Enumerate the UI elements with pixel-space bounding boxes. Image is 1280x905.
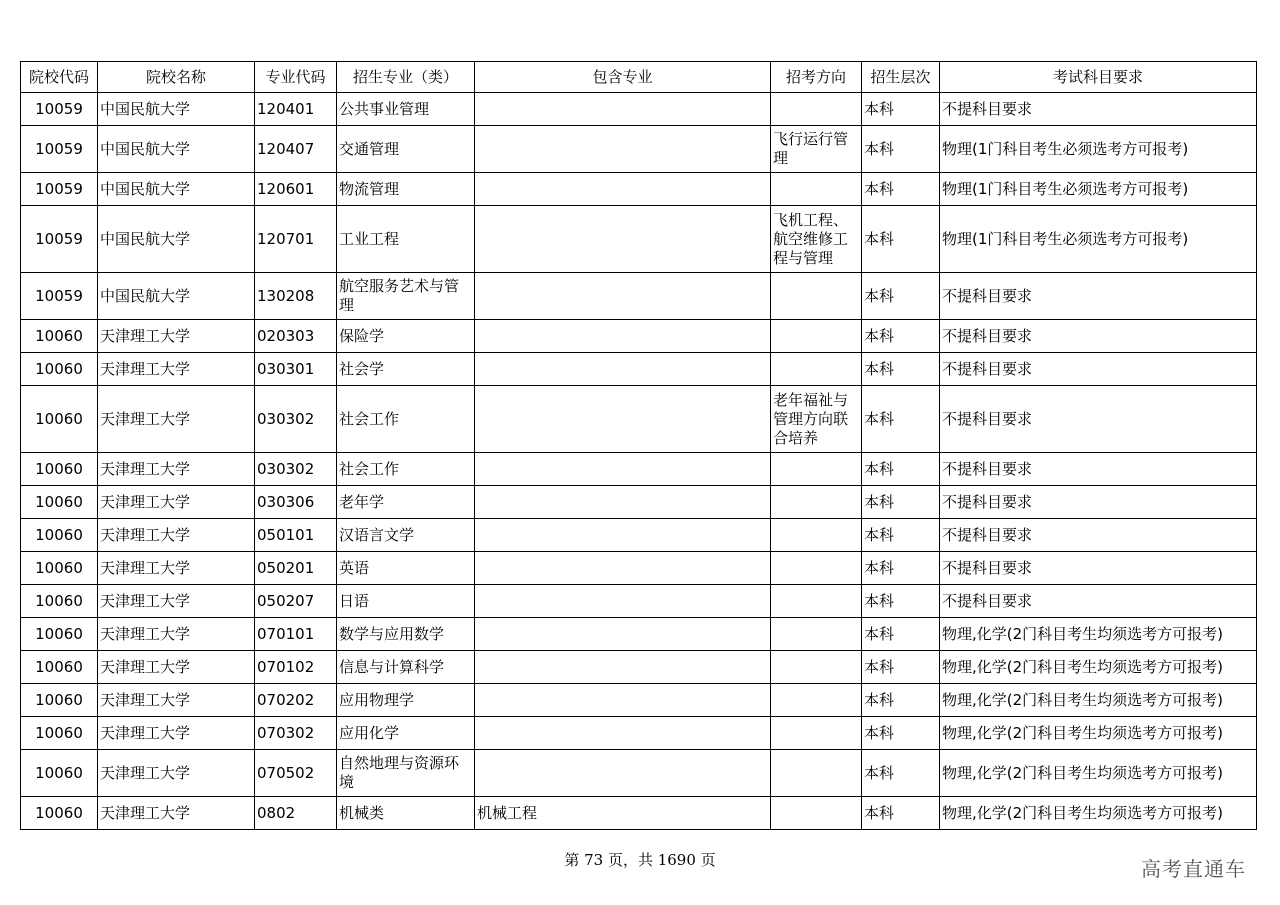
school-name-cell: 天津理工大学 (98, 585, 255, 618)
level-cell: 本科 (862, 353, 940, 386)
major-name-cell: 航空服务艺术与管理 (337, 273, 475, 320)
direction-cell (771, 750, 862, 797)
level-cell: 本科 (862, 552, 940, 585)
school-name-cell: 中国民航大学 (98, 206, 255, 273)
school-code-cell: 10060 (21, 519, 98, 552)
level-cell: 本科 (862, 750, 940, 797)
direction-cell (771, 618, 862, 651)
major-code-cell: 050101 (255, 519, 337, 552)
subject-requirement-cell: 物理,化学(2门科目考生均须选考方可报考) (940, 618, 1257, 651)
included-majors-cell (475, 552, 771, 585)
table-row (21, 717, 1257, 750)
major-name-cell: 自然地理与资源环境 (337, 750, 475, 797)
level-cell: 本科 (862, 519, 940, 552)
included-majors-cell (475, 453, 771, 486)
direction-cell (771, 93, 862, 126)
direction-cell (771, 353, 862, 386)
level-cell: 本科 (862, 717, 940, 750)
direction-cell (771, 552, 862, 585)
school-name-cell: 中国民航大学 (98, 173, 255, 206)
school-name-cell: 天津理工大学 (98, 618, 255, 651)
table-row (21, 206, 1257, 273)
direction-cell (771, 273, 862, 320)
school-code-cell: 10059 (21, 273, 98, 320)
major-name-cell: 交通管理 (337, 126, 475, 173)
subject-requirement-cell: 物理,化学(2门科目考生均须选考方可报考) (940, 684, 1257, 717)
header-subject-requirement: 考试科目要求 (940, 62, 1257, 93)
major-code-cell: 030302 (255, 386, 337, 453)
school-code-cell: 10060 (21, 618, 98, 651)
subject-requirement-cell: 不提科目要求 (940, 386, 1257, 453)
header-school-code: 院校代码 (21, 62, 98, 93)
included-majors-cell: 机械工程 (475, 797, 771, 830)
major-code-cell: 070101 (255, 618, 337, 651)
subject-requirement-cell: 不提科目要求 (940, 552, 1257, 585)
major-code-cell: 0802 (255, 797, 337, 830)
table-row (21, 320, 1257, 353)
major-code-cell: 130208 (255, 273, 337, 320)
header-level: 招生层次 (862, 62, 940, 93)
school-name-cell: 天津理工大学 (98, 651, 255, 684)
major-code-cell: 030301 (255, 353, 337, 386)
school-code-cell: 10060 (21, 797, 98, 830)
major-code-cell: 070502 (255, 750, 337, 797)
major-code-cell: 030302 (255, 453, 337, 486)
school-code-cell: 10060 (21, 750, 98, 797)
level-cell: 本科 (862, 273, 940, 320)
school-name-cell: 天津理工大学 (98, 684, 255, 717)
subject-requirement-cell: 不提科目要求 (940, 519, 1257, 552)
table-row (21, 651, 1257, 684)
level-cell: 本科 (862, 93, 940, 126)
direction-cell (771, 585, 862, 618)
major-code-cell: 070102 (255, 651, 337, 684)
major-name-cell: 英语 (337, 552, 475, 585)
table-row (21, 173, 1257, 206)
school-name-cell: 天津理工大学 (98, 717, 255, 750)
level-cell: 本科 (862, 585, 940, 618)
level-cell: 本科 (862, 173, 940, 206)
included-majors-cell (475, 519, 771, 552)
direction-cell: 老年福祉与管理方向联合培养 (771, 386, 862, 453)
header-major-code: 专业代码 (255, 62, 337, 93)
major-name-cell: 应用物理学 (337, 684, 475, 717)
major-name-cell: 社会工作 (337, 453, 475, 486)
subject-requirement-cell: 不提科目要求 (940, 320, 1257, 353)
direction-cell (771, 684, 862, 717)
subject-requirement-cell: 不提科目要求 (940, 453, 1257, 486)
school-name-cell: 天津理工大学 (98, 486, 255, 519)
subject-requirement-cell: 物理(1门科目考生必须选考方可报考) (940, 173, 1257, 206)
school-name-cell: 中国民航大学 (98, 126, 255, 173)
school-name-cell: 天津理工大学 (98, 750, 255, 797)
major-name-cell: 工业工程 (337, 206, 475, 273)
table-row (21, 486, 1257, 519)
direction-cell (771, 320, 862, 353)
major-name-cell: 信息与计算科学 (337, 651, 475, 684)
included-majors-cell (475, 486, 771, 519)
direction-cell (771, 173, 862, 206)
major-code-cell: 020303 (255, 320, 337, 353)
table-row (21, 453, 1257, 486)
table-header-row (21, 62, 1257, 93)
table-row (21, 273, 1257, 320)
direction-cell (771, 797, 862, 830)
table-body (21, 93, 1257, 830)
school-code-cell: 10060 (21, 453, 98, 486)
major-code-cell: 120601 (255, 173, 337, 206)
subject-requirement-cell: 物理,化学(2门科目考生均须选考方可报考) (940, 651, 1257, 684)
major-name-cell: 社会学 (337, 353, 475, 386)
direction-cell (771, 651, 862, 684)
direction-cell: 飞机工程、航空维修工程与管理 (771, 206, 862, 273)
school-name-cell: 天津理工大学 (98, 320, 255, 353)
major-code-cell: 030306 (255, 486, 337, 519)
subject-requirement-cell: 物理(1门科目考生必须选考方可报考) (940, 206, 1257, 273)
included-majors-cell (475, 320, 771, 353)
major-name-cell: 老年学 (337, 486, 475, 519)
school-code-cell: 10060 (21, 386, 98, 453)
school-name-cell: 天津理工大学 (98, 519, 255, 552)
major-name-cell: 物流管理 (337, 173, 475, 206)
major-code-cell: 050207 (255, 585, 337, 618)
direction-cell (771, 486, 862, 519)
included-majors-cell (475, 717, 771, 750)
table-row (21, 93, 1257, 126)
school-code-cell: 10059 (21, 173, 98, 206)
table-row (21, 797, 1257, 830)
included-majors-cell (475, 651, 771, 684)
subject-requirement-cell: 物理,化学(2门科目考生均须选考方可报考) (940, 750, 1257, 797)
subject-requirement-cell: 物理,化学(2门科目考生均须选考方可报考) (940, 717, 1257, 750)
subject-requirement-cell: 物理(1门科目考生必须选考方可报考) (940, 126, 1257, 173)
table-row (21, 353, 1257, 386)
level-cell: 本科 (862, 386, 940, 453)
major-code-cell: 120401 (255, 93, 337, 126)
header-major-category: 招生专业（类） (337, 62, 475, 93)
school-code-cell: 10059 (21, 126, 98, 173)
major-name-cell: 汉语言文学 (337, 519, 475, 552)
level-cell: 本科 (862, 206, 940, 273)
table-row (21, 585, 1257, 618)
subject-requirement-cell: 不提科目要求 (940, 273, 1257, 320)
school-name-cell: 中国民航大学 (98, 93, 255, 126)
included-majors-cell (475, 173, 771, 206)
table-row (21, 750, 1257, 797)
level-cell: 本科 (862, 453, 940, 486)
school-code-cell: 10060 (21, 651, 98, 684)
school-name-cell: 天津理工大学 (98, 386, 255, 453)
included-majors-cell (475, 618, 771, 651)
major-code-cell: 070302 (255, 717, 337, 750)
school-name-cell: 天津理工大学 (98, 552, 255, 585)
direction-cell (771, 717, 862, 750)
subject-requirement-cell: 不提科目要求 (940, 486, 1257, 519)
admissions-table (20, 61, 1257, 830)
included-majors-cell (475, 585, 771, 618)
school-code-cell: 10060 (21, 486, 98, 519)
included-majors-cell (475, 386, 771, 453)
subject-requirement-cell: 不提科目要求 (940, 585, 1257, 618)
direction-cell: 飞行运行管理 (771, 126, 862, 173)
school-code-cell: 10060 (21, 585, 98, 618)
watermark: 高考直通车 (1141, 857, 1246, 881)
header-school-name: 院校名称 (98, 62, 255, 93)
major-code-cell: 120407 (255, 126, 337, 173)
subject-requirement-cell: 不提科目要求 (940, 93, 1257, 126)
school-code-cell: 10060 (21, 684, 98, 717)
header-included-majors: 包含专业 (475, 62, 771, 93)
table-row (21, 126, 1257, 173)
subject-requirement-cell: 不提科目要求 (940, 353, 1257, 386)
school-code-cell: 10060 (21, 552, 98, 585)
table-row (21, 386, 1257, 453)
included-majors-cell (475, 126, 771, 173)
table-row (21, 684, 1257, 717)
table-row (21, 618, 1257, 651)
major-code-cell: 120701 (255, 206, 337, 273)
major-code-cell: 050201 (255, 552, 337, 585)
major-name-cell: 机械类 (337, 797, 475, 830)
major-code-cell: 070202 (255, 684, 337, 717)
school-code-cell: 10060 (21, 717, 98, 750)
header-direction: 招考方向 (771, 62, 862, 93)
major-name-cell: 日语 (337, 585, 475, 618)
level-cell: 本科 (862, 618, 940, 651)
school-name-cell: 天津理工大学 (98, 797, 255, 830)
direction-cell (771, 453, 862, 486)
page-footer: 第 73 页，共 1690 页 (564, 851, 716, 869)
included-majors-cell (475, 684, 771, 717)
level-cell: 本科 (862, 651, 940, 684)
school-name-cell: 天津理工大学 (98, 353, 255, 386)
school-code-cell: 10060 (21, 320, 98, 353)
school-code-cell: 10059 (21, 93, 98, 126)
included-majors-cell (475, 93, 771, 126)
level-cell: 本科 (862, 320, 940, 353)
table-row (21, 552, 1257, 585)
major-name-cell: 公共事业管理 (337, 93, 475, 126)
level-cell: 本科 (862, 126, 940, 173)
school-code-cell: 10060 (21, 353, 98, 386)
direction-cell (771, 519, 862, 552)
school-code-cell: 10059 (21, 206, 98, 273)
included-majors-cell (475, 206, 771, 273)
school-name-cell: 天津理工大学 (98, 453, 255, 486)
major-name-cell: 社会工作 (337, 386, 475, 453)
major-name-cell: 数学与应用数学 (337, 618, 475, 651)
subject-requirement-cell: 物理,化学(2门科目考生均须选考方可报考) (940, 797, 1257, 830)
level-cell: 本科 (862, 684, 940, 717)
level-cell: 本科 (862, 797, 940, 830)
included-majors-cell (475, 273, 771, 320)
school-name-cell: 中国民航大学 (98, 273, 255, 320)
table-row (21, 519, 1257, 552)
major-name-cell: 保险学 (337, 320, 475, 353)
included-majors-cell (475, 353, 771, 386)
level-cell: 本科 (862, 486, 940, 519)
included-majors-cell (475, 750, 771, 797)
major-name-cell: 应用化学 (337, 717, 475, 750)
